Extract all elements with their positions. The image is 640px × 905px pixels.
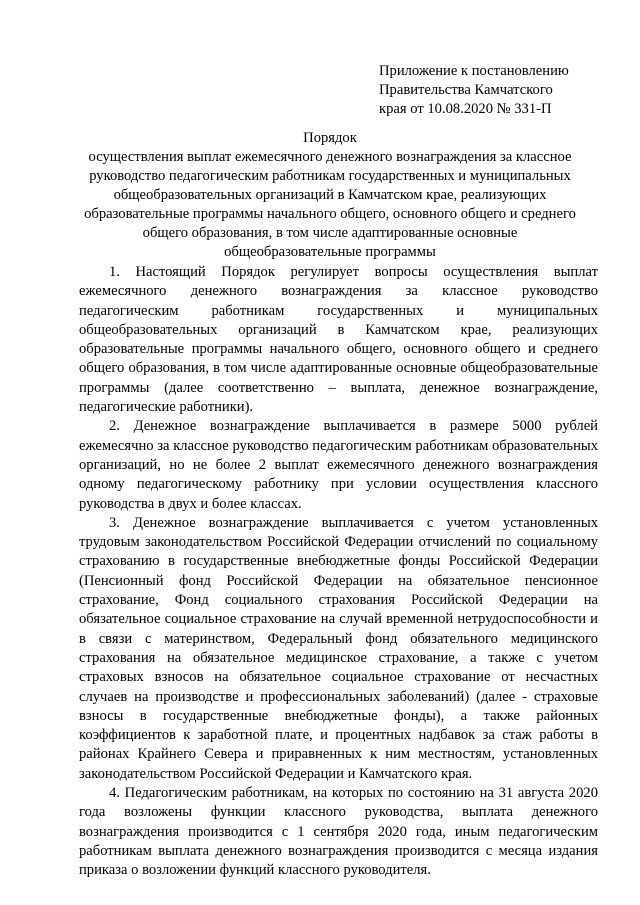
- appendix-line: Правительства Камчатского: [379, 82, 553, 98]
- appendix-line: края от 10.08.2020 № 331-П: [379, 101, 552, 117]
- title-subtitle-line: общеобразовательных организаций в Камчатском крае, реализующих: [113, 187, 547, 203]
- paragraph-2: 2. Денежное вознаграждение выплачивается в размере 5000 рублей ежемесячно за классное руководство педагогическим работникам образовательных организаций, но не более 2 выплат ежемесячного денежного вознаграждения одному педагогическому работнику при условии осуществления классного руководства в двух и более классах.: [79, 418, 598, 512]
- document-title: [60, 129, 600, 262]
- title-subtitle-line: общего образования, в том числе адаптированные основные: [142, 225, 518, 241]
- title-subtitle-line: общеобразовательные программы: [224, 244, 436, 260]
- title-subtitle-line: руководство педагогическим работникам государственных и муниципальных: [89, 168, 571, 184]
- paragraph-4: 4. Педагогическим работникам, на которых по состоянию на 31 августа 2020 года возложены функции классного руководства, выплата денежного вознаграждения производится с 1 сентября 2020 года, иным педагогическим работникам выплата денежного вознаграждения производится с месяца издания приказа о возложении функций классного руководителя.: [79, 785, 598, 879]
- title-subtitle-line: осуществления выплат ежемесячного денежного вознаграждения за классное: [88, 149, 572, 165]
- paragraph-1: 1. Настоящий Порядок регулирует вопросы осуществления выплат ежемесячного денежного вознаграждения за классное руководство педагогическим работникам государственных и муниципальных общеобразовательных организаций в Камчатском крае, реализующих образовательные программы начального общего, основного общего и среднего общего образования, в том числе адаптированные основные общеобразовательные программы (далее соответственно – выплата, денежное вознаграждение, педагогические работники).: [79, 264, 598, 416]
- paragraph-3: 3. Денежное вознаграждение выплачивается с учетом установленных трудовым законодательством Российской Федерации отчислений по социальному страхованию в государственные внебюджетные фонды Российской Федерации (Пенсионный фонд Российской Федерации на обязательное пенсионное страхование, Фонд социального страхования Российской Федерации на обязательное социальное страхование на случай временной нетрудоспособности и в связи с материнством, Федеральный фонд обязательного медицинского страхования на обязательное медицинское страхование, а также с учетом страховых взносов на обязательное социальное страхование от несчастных случаев на производстве и профессиональных заболеваний) (далее - страховые взносы в государственные внебюджетные фонды), а также районных коэффициентов к заработной плате, и процентных надбавок за стаж работы в районах Крайнего Севера и приравненных к ним местностям, установленных законодательством Российской Федерации и Камчатского края.: [79, 514, 598, 782]
- document-body: [79, 263, 598, 881]
- appendix-line: Приложение к постановлению: [379, 63, 569, 79]
- title-heading: Порядок: [303, 130, 357, 146]
- appendix-header: [379, 62, 609, 119]
- title-subtitle-line: образовательные программы начального общего, основного общего и среднего: [84, 206, 576, 222]
